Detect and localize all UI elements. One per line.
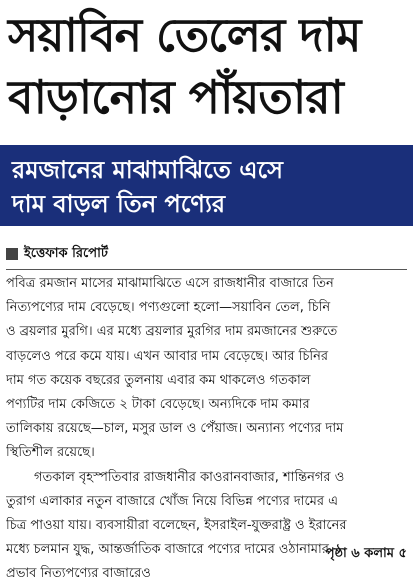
article-line: প্রভাব নিত্যপণ্যের বাজারেও [6, 566, 151, 582]
byline [6, 244, 108, 264]
divider [6, 269, 407, 270]
byline-text: ইত্তেফাক রিপোর্ট [24, 245, 108, 261]
headline-line-2: বাড়ানোর পাঁয়তারা [8, 70, 343, 124]
article-line: বাড়লেও পরে কমে যায়। এখন আবার দাম বেড়েছে। আর চিনির [6, 348, 329, 364]
article-line: গতকাল বৃহস্পতিবার রাজধানীর কাওরানবাজার, শান্তিনগর ও [34, 469, 345, 485]
article-line: তুরাগ এলাকার নতুন বাজারে খোঁজ নিয়ে বিভিন্ন পণ্যের দামের এ [6, 493, 339, 509]
article-line: তালিকায় রয়েছে—চাল, মসুর ডাল ও পেঁয়াজ। অন্যান্য পণ্যের দাম [6, 421, 344, 437]
article-line: দাম গত কয়েক বছরের তুলনায় এবার কম থাকলেও গতকাল [6, 372, 311, 388]
article-line: চিত্র পাওয়া যায়। ব্যবসায়ীরা বলেছেন, ইসরাইল-যুক্তরাষ্ট্র ও ইরানের [6, 518, 347, 534]
article-line: ও ব্রয়লার মুরগি। এর মধ্যে ব্রয়লার মুরগির দাম রমজানের শুরুতে [6, 324, 338, 340]
headline-line-1: সয়াবিন তেলের দাম [8, 8, 361, 62]
subheadline-banner [0, 145, 413, 226]
article-line: নিত্যপণ্যের দাম বেড়েছে। পণ্যগুলো হলো—সয়াবিন তেল, চিনি [6, 300, 331, 316]
byline-square-icon [6, 248, 18, 260]
article-line: পবিত্র রমজান মাসের মাঝামাঝিতে এসে রাজধানীর বাজারে তিন [6, 276, 334, 291]
subheadline-line-1: রমজানের মাঝামাঝিতে এসে [12, 156, 283, 184]
headline [8, 4, 408, 128]
article-line: মধ্যে চলমান যুদ্ধ, আন্তর্জাতিক বাজারে পণ্যের দামের ওঠানামার [6, 542, 329, 558]
subheadline-line-2: দাম বাড়ল তিন পণ্যের [12, 190, 226, 218]
continuation-jump: পৃষ্ঠা ৬ কলাম ৫ [325, 546, 407, 561]
article-body [6, 272, 407, 587]
article-line: পণ্যটির দাম কেজিতে ২ টাকা বেড়েছে। অন্যদিকে দাম কমার [6, 397, 310, 413]
article-line: স্থিতিশীল রয়েছে। [6, 445, 95, 461]
